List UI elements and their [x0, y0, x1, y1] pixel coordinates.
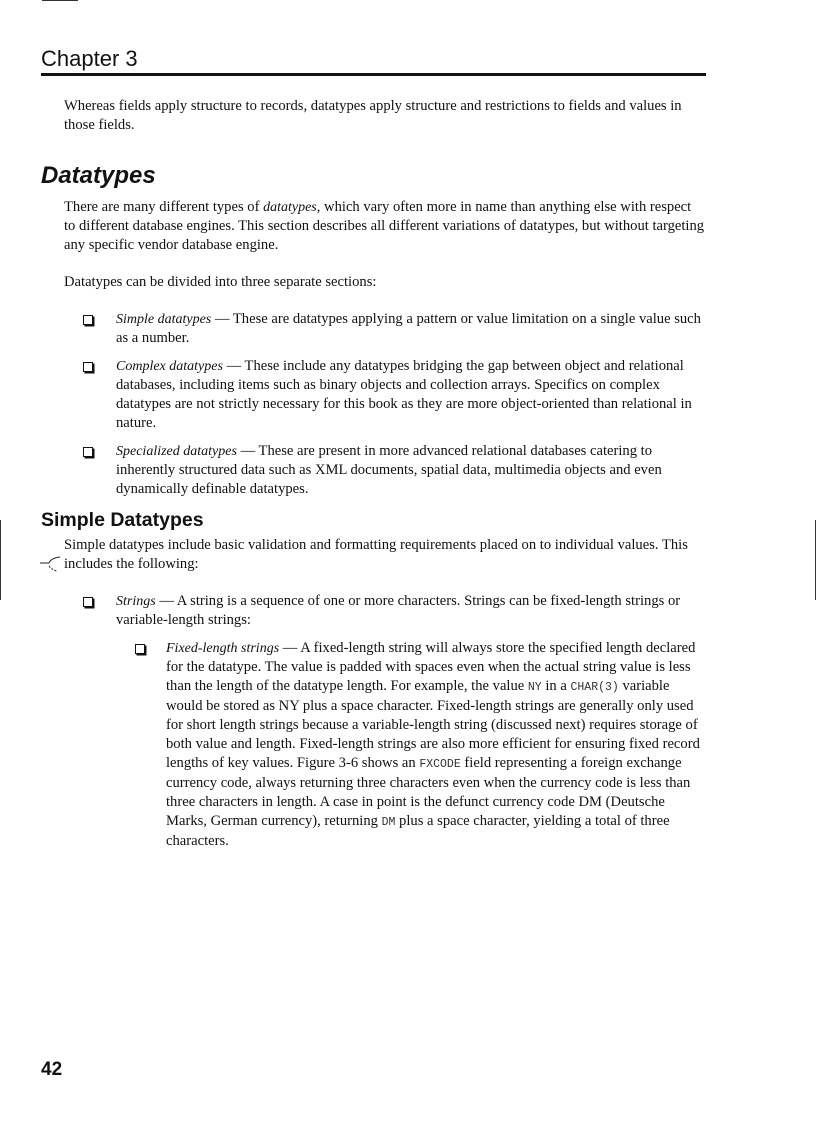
list-item — [64, 592, 706, 851]
checkbox-bullet-icon — [83, 362, 93, 372]
sections-intro-paragraph: Datatypes can be divided into three separate sections: — [64, 274, 377, 290]
code-snippet: NY — [527, 681, 542, 694]
code-snippet: FXCODE — [419, 758, 461, 771]
list-item — [64, 310, 706, 348]
intro-paragraph: Whereas fields apply structure to records, datatypes apply structure and restrictions to fields and values in those fields. — [64, 98, 682, 133]
top-rule — [42, 0, 78, 1]
list-item-text: in a — [541, 678, 571, 694]
list-item-text: plus a space character, yielding a total of three characters. — [166, 813, 670, 849]
list-item — [64, 442, 706, 499]
checkbox-bullet-icon — [135, 644, 145, 654]
strings-sublist — [116, 639, 706, 851]
datatypes-paragraph — [64, 198, 706, 255]
list-item — [116, 639, 706, 851]
code-snippet: DM — [381, 816, 396, 829]
chapter-header — [41, 46, 706, 76]
page-number: 42 — [41, 1059, 63, 1080]
list-item-text: — A string is a sequence of one or more characters. Strings can be fixed-length strings or variable-length strings: — [116, 593, 681, 628]
para-term: datatypes — [263, 200, 317, 215]
checkbox-bullet-icon — [83, 315, 93, 325]
list-item-text: — A fixed-length string will always store the specified length declared for the datatype. The value is padded with spaces even when the actual string value is less than the length of the datatype length. For example, the value — [166, 640, 696, 694]
list-item-term: Simple datatypes — [116, 312, 212, 327]
simple-datatypes-list — [64, 592, 706, 851]
list-item-term: Specialized datatypes — [116, 444, 237, 459]
list-item-term: Fixed-length strings — [166, 641, 280, 656]
simple-datatypes-paragraph: Simple datatypes include basic validation and formatting requirements placed on to individual values. This includes the following: — [64, 537, 688, 572]
page-content — [41, 97, 706, 860]
list-item-text: variable would be stored as NY plus a space character. Fixed-length strings are generally only used for short length strings because a variable-length string (discussed next) requires storage of both value and length. Fixed-length strings are also more efficient for ensuring fixed record lengths of key values. Figure 3-6 shows an — [166, 678, 700, 771]
code-snippet: CHAR(3) — [570, 681, 619, 694]
margin-edit-mark-icon — [40, 556, 66, 578]
para-text: , which vary often more in name than anything else with respect to different database engines. This section describes all different variations of datatypes, but without targeting any specific vendor database engine. — [64, 199, 705, 253]
checkbox-bullet-icon — [83, 447, 93, 457]
checkbox-bullet-icon — [83, 597, 93, 607]
list-item — [64, 357, 706, 433]
datatype-categories-list — [64, 310, 706, 499]
list-item-text: — These include any datatypes bridging the gap between object and relational databases, including items such as binary objects and collection arrays. Specifics on complex datatypes are not strictly necessary for this book as they are more object-oriented than relational in nature. — [116, 358, 692, 431]
list-item-term: Complex datatypes — [116, 359, 223, 374]
list-item-text: — These are present in more advanced relational databases catering to inherently structured data such as XML documents, spatial data, multimedia objects and even dynamically definable datatypes. — [116, 443, 662, 497]
section-heading: Datatypes — [41, 162, 156, 189]
para-text: There are many different types of — [64, 199, 264, 215]
chapter-title: Chapter 3 — [41, 46, 138, 71]
list-item-text: — These are datatypes applying a pattern or value limitation on a single value such as a number. — [116, 311, 701, 346]
left-margin-bar — [0, 520, 1, 600]
subsection-heading: Simple Datatypes — [41, 509, 204, 531]
list-item-text: field representing a foreign exchange currency code, always returning three characters even when the currency code is less than three characters in length. A case in point is the defunct currency code DM (Deutsche Marks, German currency), returning — [166, 755, 691, 829]
list-item-term: Strings — [116, 594, 156, 609]
